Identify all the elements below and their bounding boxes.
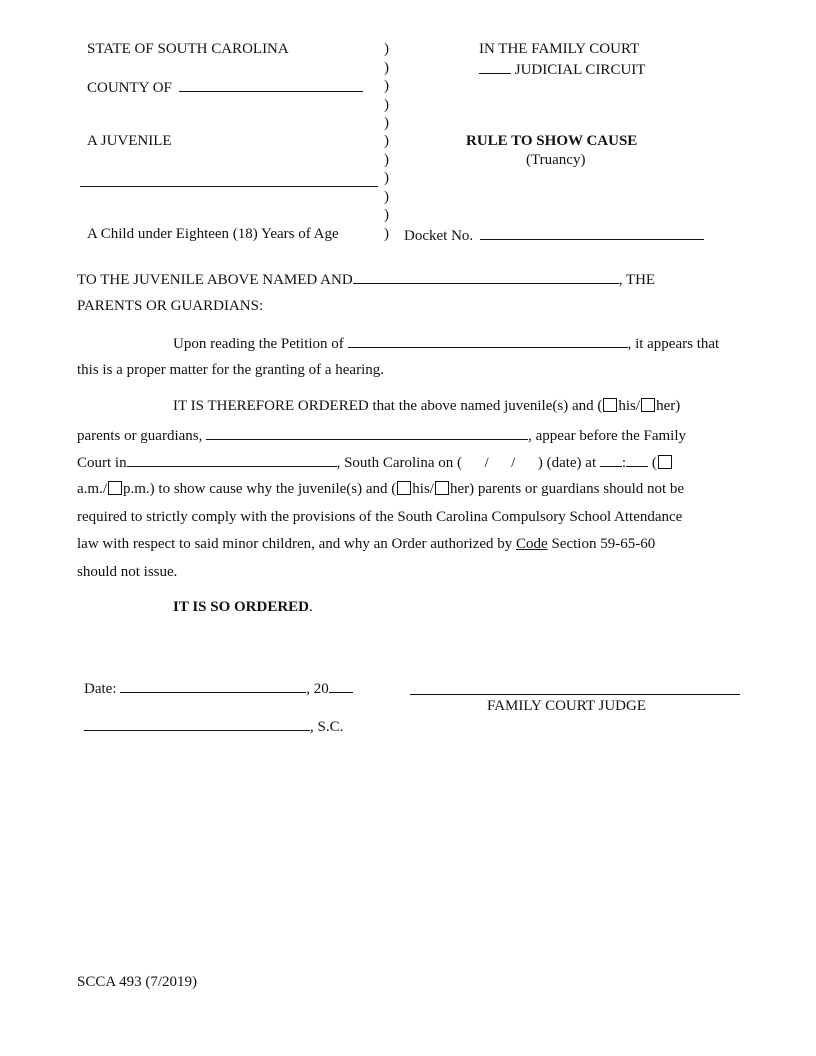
caption-paren: )	[384, 226, 389, 242]
petition-text: Upon reading the Petition of	[173, 336, 344, 352]
petition-text-end: , it appears that	[627, 336, 720, 352]
docket-number-field[interactable]	[480, 225, 704, 240]
order-line-1	[173, 397, 680, 415]
county-label	[87, 77, 363, 97]
caption-paren: )	[384, 152, 389, 168]
hour-field[interactable]	[600, 452, 622, 467]
court-label: IN THE FAMILY COURT	[479, 41, 640, 57]
caption-paren: )	[384, 41, 389, 57]
caption-paren: )	[384, 97, 389, 113]
caption-paren: )	[384, 207, 389, 223]
order-text: , South Carolina on ( / / ) (date) at	[336, 455, 597, 471]
address-line-1	[77, 269, 655, 289]
address-text-end: , THE	[618, 272, 656, 288]
petition-line	[173, 333, 719, 353]
address-text: TO THE JUVENILE ABOVE NAMED AND	[77, 272, 353, 288]
order-text: , appear before the Family	[528, 428, 686, 444]
order-text: law with respect to said minor children, and why an Order authorized by	[77, 536, 513, 552]
time-paren: (	[651, 455, 657, 471]
judge-signature-field[interactable]	[410, 694, 740, 695]
court-location-field[interactable]	[127, 452, 337, 467]
docket-label: Docket No.	[404, 228, 474, 244]
circuit-label-text: JUDICIAL CIRCUIT	[514, 62, 646, 78]
document-subtitle: (Truancy)	[526, 152, 586, 168]
date-field[interactable]	[120, 678, 306, 693]
county-field[interactable]	[179, 77, 363, 92]
code-reference: Code	[516, 536, 548, 552]
her-checkbox[interactable]	[641, 398, 655, 412]
caption-paren: )	[384, 60, 389, 76]
juvenile-name-field[interactable]	[80, 186, 378, 187]
caption-paren: )	[384, 78, 389, 94]
guardians-name-field[interactable]	[206, 425, 528, 440]
address-line-2: PARENTS OR GUARDIANS:	[77, 298, 264, 314]
so-ordered-text: IT IS SO ORDERED	[173, 599, 310, 615]
child-age-label: A Child under Eighteen (18) Years of Age	[87, 226, 339, 242]
docket-line	[404, 225, 704, 245]
order-line-4	[77, 480, 684, 498]
order-line-5: required to strictly comply with the provisions of the South Carolina Compulsory School Attendance	[77, 509, 683, 525]
petitioner-field[interactable]	[348, 333, 628, 348]
form-id: SCCA 493 (7/2019)	[77, 974, 198, 990]
time-colon: :	[621, 455, 627, 471]
state-label: STATE OF SOUTH CAROLINA	[87, 41, 289, 57]
petition-line-2: this is a proper matter for the granting of a hearing.	[77, 362, 384, 378]
order-text: Court in	[77, 455, 127, 471]
his-checkbox[interactable]	[397, 481, 411, 495]
order-text: IT IS THEREFORE ORDERED that the above named juvenile(s) and (	[173, 398, 603, 414]
juvenile-label: A JUVENILE	[87, 133, 172, 149]
caption-paren: )	[384, 115, 389, 131]
year-prefix: , 20	[306, 681, 329, 697]
minute-field[interactable]	[626, 452, 648, 467]
his-checkbox[interactable]	[603, 398, 617, 412]
circuit-number-field[interactable]	[479, 59, 511, 74]
sc-label: , S.C.	[310, 719, 344, 735]
his-label: his/	[412, 481, 434, 497]
date-label: Date:	[84, 681, 117, 697]
order-line-3	[77, 452, 673, 472]
document-title: RULE TO SHOW CAUSE	[466, 133, 638, 149]
order-text: her) parents or guardians should not be	[449, 481, 685, 497]
am-label: a.m./	[77, 481, 107, 497]
her-label: her)	[656, 398, 681, 414]
address-name-field[interactable]	[353, 269, 619, 284]
caption-paren: )	[384, 189, 389, 205]
order-line-2	[77, 425, 686, 445]
order-text: Section 59-65-60	[551, 536, 656, 552]
her-checkbox[interactable]	[435, 481, 449, 495]
his-label: his/	[618, 398, 641, 414]
circuit-label	[479, 59, 645, 79]
caption-paren: )	[384, 133, 389, 149]
year-field[interactable]	[329, 678, 353, 693]
order-text: parents or guardians,	[77, 428, 203, 444]
signing-location-field[interactable]	[84, 716, 310, 731]
date-line	[84, 678, 353, 698]
so-ordered-period: .	[309, 599, 313, 615]
so-ordered	[173, 598, 313, 616]
county-label-text: COUNTY OF	[87, 80, 172, 96]
am-checkbox[interactable]	[658, 455, 672, 469]
pm-checkbox[interactable]	[108, 481, 122, 495]
order-line-7: should not issue.	[77, 564, 178, 580]
location-line	[84, 716, 343, 736]
order-line-6	[77, 535, 655, 553]
caption-paren: )	[384, 170, 389, 186]
order-text: p.m.) to show cause why the juvenile(s) and (	[123, 481, 397, 497]
judge-label: FAMILY COURT JUDGE	[487, 698, 646, 714]
